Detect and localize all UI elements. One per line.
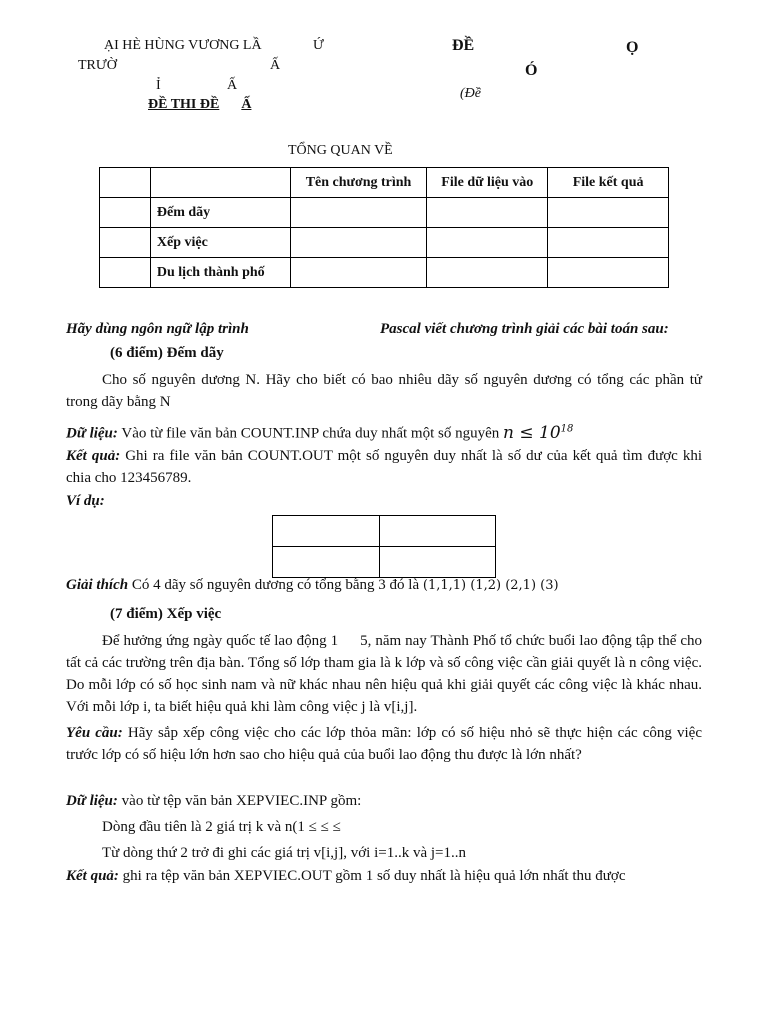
overview-header-cell — [100, 168, 151, 198]
output-label: Kết quả: — [66, 448, 121, 464]
table-row — [273, 547, 496, 578]
output-label: Kết quả: — [66, 868, 119, 884]
input-label: Dữ liệu: — [66, 793, 118, 809]
table-cell — [290, 258, 427, 288]
output-text: Ghi ra file văn bản COUNT.OUT một số nguyên duy nhất là số dư của kết quả tìm được khi chia cho 123456789. — [66, 448, 703, 486]
table-cell — [100, 228, 151, 258]
table-cell: Đếm dãy — [150, 198, 290, 228]
header-right-note: (Đề — [460, 86, 481, 101]
requirement-label: Yêu cầu: — [66, 725, 123, 741]
input-label: Dữ liệu: — [66, 425, 118, 442]
output-text: ghi ra tệp văn bản XEPVIEC.OUT gồm 1 số duy nhất là hiệu quả lớn nhất thu được — [122, 868, 626, 884]
problem2-statement: Để hưởng ứng ngày quốc tế lao động 1 5, năm nay Thành Phố tổ chức buổi lao động tập thể cho tất cả các trường trên địa bàn. Tổng số lớp tham gia là k lớp và số công việc cần giải quyết là n công việc. Do mỗi lớp có số học sinh nam và nữ khác nhau nên hiệu quả khi giải quyết các công việc là khác nhau. Với mỗi lớp i, ta biết hiệu quả khi làm công việc j là v[i,j]. — [66, 633, 702, 715]
header-school-line3-glyph: Ấ — [227, 78, 238, 93]
table-cell — [290, 198, 427, 228]
header-school-line1: ẠI HÈ HÙNG VƯƠNG LẦ — [104, 38, 262, 53]
header-school-line2: TRƯỜ — [78, 58, 117, 73]
table-cell — [273, 547, 380, 578]
problem1-explanation — [66, 577, 559, 594]
overview-header-cell: Tên chương trình — [290, 168, 427, 198]
table-row — [100, 258, 669, 288]
table-cell — [379, 547, 495, 578]
problem1-input — [66, 418, 706, 445]
table-cell — [548, 258, 669, 288]
problem2-output — [66, 868, 625, 885]
input-text: Vào từ file văn bản COUNT.INP chứa duy nhất một số nguyên — [121, 425, 500, 442]
overview-header-cell — [150, 168, 290, 198]
input-text: vào từ tệp văn bản XEPVIEC.INP gồm: — [121, 793, 362, 809]
exam-title: ĐỀ THI ĐỀ Ấ — [148, 97, 252, 112]
problem1-heading: (6 điểm) Đếm dãy — [110, 345, 224, 361]
example-label: Ví dụ: — [66, 493, 105, 509]
header-right-o2: Ó — [525, 62, 538, 79]
table-cell — [379, 516, 495, 547]
header-right-o: Ọ — [626, 39, 639, 56]
table-cell — [427, 258, 548, 288]
table-cell — [290, 228, 427, 258]
table-cell — [100, 198, 151, 228]
table-cell: Xếp việc — [150, 228, 290, 258]
problem2-input-line1: Dòng đầu tiên là 2 giá trị k và n(1 ≤ ≤ ≤ — [102, 819, 341, 835]
problem2-requirement — [66, 722, 702, 766]
table-cell: Du lịch thành phố — [150, 258, 290, 288]
header-school-line1-glyph: Ứ — [313, 38, 324, 53]
problem1-output — [66, 445, 702, 489]
explain-label: Giải thích — [66, 577, 129, 593]
overview-table — [99, 167, 669, 288]
overview-header-cell: File kết quả — [548, 168, 669, 198]
table-cell — [427, 198, 548, 228]
problem2-input — [66, 793, 361, 810]
overview-header-cell: File dữ liệu vào — [427, 168, 548, 198]
overview-title: TỔNG QUAN VỀ — [288, 143, 393, 158]
table-cell — [273, 516, 380, 547]
explain-text: Có 4 dãy số nguyên dương có tổng bằng 3 đó là — [131, 577, 420, 593]
input-bound: $n \le 10^{18}$ — [503, 422, 574, 443]
table-cell — [427, 228, 548, 258]
table-cell — [100, 258, 151, 288]
overview-header-row — [100, 168, 669, 198]
header-school-line2-glyph: Ấ — [270, 58, 281, 73]
explain-sequences: (1,1,1) (1,2) (2,1) (3) — [422, 578, 559, 593]
intro-part1: Hãy dùng ngôn ngữ lập trình — [66, 321, 249, 337]
table-cell — [548, 198, 669, 228]
header-school-line3: Ỉ — [156, 78, 161, 93]
table-row — [100, 198, 669, 228]
table-row — [273, 516, 496, 547]
problem1-statement: Cho số nguyên dương N. Hãy cho biết có bao nhiêu dãy số nguyên dương có tổng các phần tử trong dãy bằng N — [66, 372, 702, 410]
example-table — [272, 515, 496, 578]
problem2-input-line2: Từ dòng thứ 2 trở đi ghi các giá trị v[i,j], với i=1..k và j=1..n — [102, 845, 466, 861]
table-row — [100, 228, 669, 258]
requirement-text: Hãy sắp xếp công việc cho các lớp thỏa mãn: lớp có số hiệu nhỏ sẽ thực hiện các công việc trước lớp có số hiệu lớn hơn sao cho hiệu quả của buổi lao động thu được là lớn nhất? — [66, 725, 702, 763]
table-cell — [548, 228, 669, 258]
header-right-de: ĐỀ — [452, 37, 475, 54]
problem2-heading: (7 điểm) Xếp việc — [110, 606, 222, 622]
intro-part2: Pascal viết chương trình giải các bài toán sau: — [380, 321, 669, 337]
